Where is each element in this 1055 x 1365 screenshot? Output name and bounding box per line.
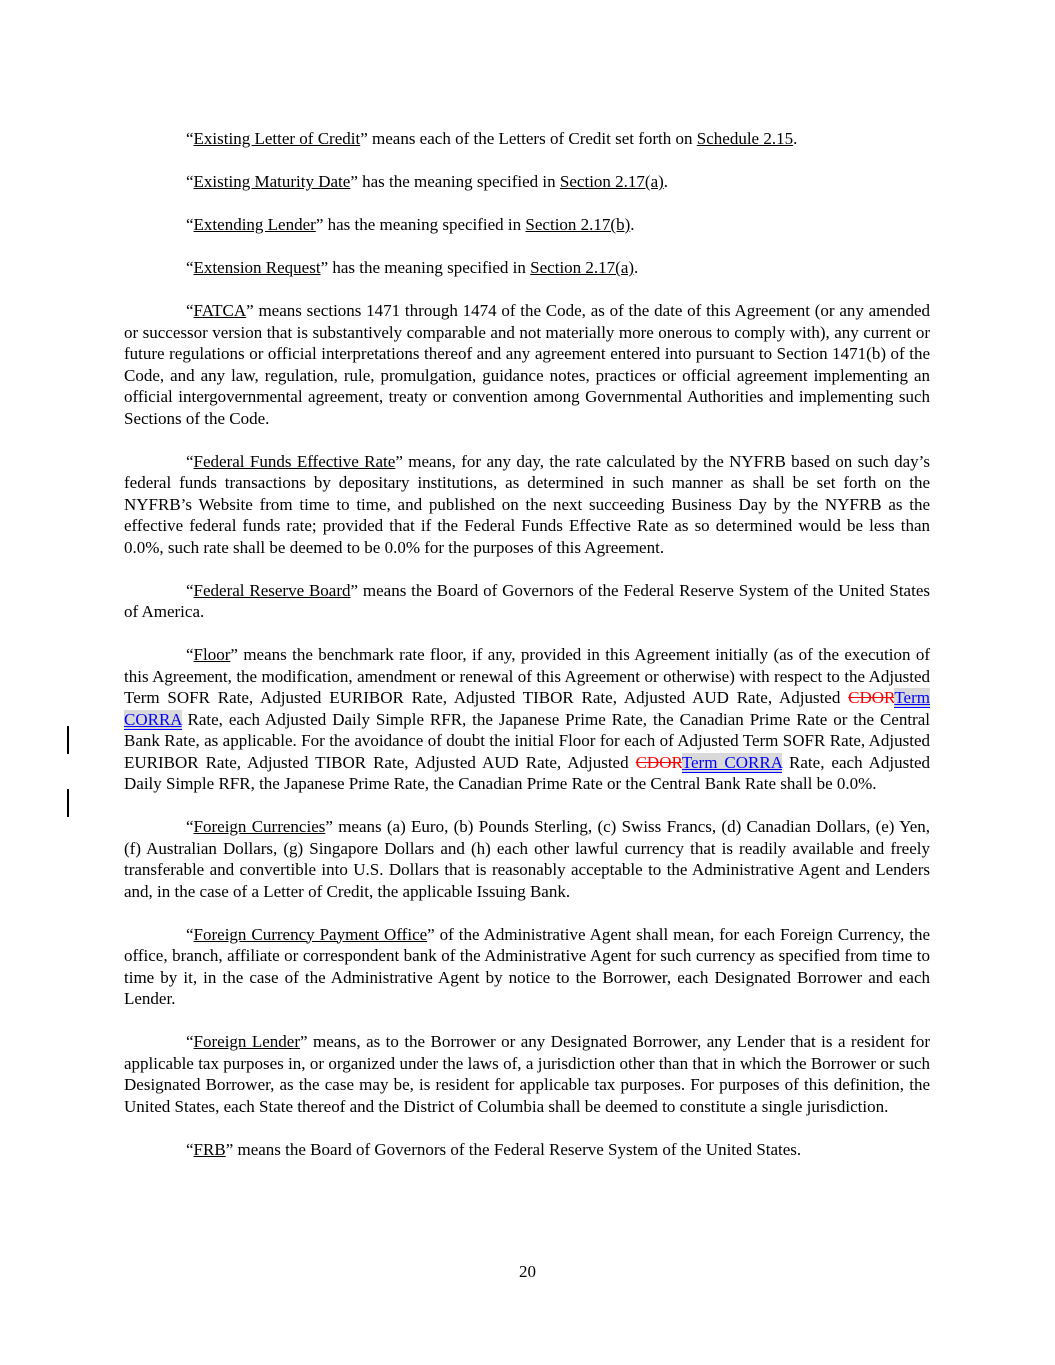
text-run: . [793,129,798,148]
definition-fatca [124,300,930,429]
text-run: Rate, each Adjusted Daily Simple RFR, the Japanese Prime Rate, the Canadian Prime Rate or the Central Bank Rate, as applicable. For the avoidance of doubt the initial Floor for each of Adjusted Term SOFR Rate, Adjusted EURIBOR Rate, Adjusted TIBOR Rate, Adjusted AUD Rate, Adjusted [124,709,930,772]
text-run: ” of the Administrative Agent shall mean, for each Foreign Currency, the office, branch, affiliate or correspondent bank of the Administrative Agent for such currency as specified from time to time by it, in the case of the Administrative Agent by notice to the Borrower, each Designated Borrower and each Lender. [124,924,930,1008]
revision-change-bar [67,726,69,754]
text-run: . [634,258,639,277]
text-run: ” has the meaning specified in [350,172,560,191]
defined-term: Foreign Currencies [193,817,326,836]
text-run: “ [186,215,194,234]
text-run: ” means the benchmark rate floor, if any, provided in this Agreement initially (as of the execution of this Agreement, the modification, amendment or renewal of this Agreement or otherwise) with respect to the Adjusted Term SOFR Rate, Adjusted EURIBOR Rate, Adjusted TIBOR Rate, Adjusted AUD Rate, Adjusted [124,645,930,707]
text-run: “ [186,129,194,148]
definition-floor [124,644,930,795]
text-run: “ [186,924,194,944]
inserted-text: Term CORRA [681,752,783,772]
defined-term: FRB [193,1139,226,1159]
text-run: ” means sections 1471 through 1474 of the Code, as of the date of this Agreement (or any amended or successor version that is substantively comparable and not materially more onerous to comply with), any current or future regulations or official interpretations thereof and any agreement entered into pursuant to Section 1471(b) of the Code, and any law, regulation, rule, promulgation, guidance notes, practices or official agreement implementing an official intergovernmental agreement, treaty or convention among Governmental Authorities and implementing such Sections of the Code. [124,301,930,428]
defined-term: Foreign Currency Payment Office [193,924,428,944]
text-run: ” means, for any day, the rate calculated by the NYFRB based on such day’s federal funds transactions by depositary institutions, as determined in such manner as shall be set forth on the NYFRB’s Website from time to time, and published on the next succeeding Business Day by the NYFRB as the effective federal funds rate; provided that if the Federal Funds Effective Rate as so determined would be less than 0.0%, such rate shall be deemed to be 0.0% for the purposes of this Agreement. [124,451,930,557]
section-reference: Section 2.17(a) [559,172,664,191]
defined-term: Federal Reserve Board [193,580,351,600]
definition-federal-reserve-board [124,580,930,623]
text-run: ” means the Board of Governors of the Federal Reserve System of the United States of America. [124,580,930,621]
revision-change-bar [67,789,69,817]
text-run: “ [186,1032,194,1051]
definition-federal-funds-effective-rate [124,451,930,559]
defined-term: Extending Lender [193,215,316,234]
text-run: “ [186,580,194,600]
defined-term: Existing Letter of Credit [193,129,361,148]
definition-frb [124,1139,930,1161]
defined-term: Floor [193,645,231,664]
definition-foreign-currency-payment-office [124,924,930,1010]
text-run: “ [186,1139,194,1159]
text-run: ” means, as to the Borrower or any Designated Borrower, any Lender that is a resident for applicable tax purposes in, or organized under the laws of, a jurisdiction other than that in which the Borrower or such Designated Borrower, as the case may be, is resident for applicable tax purposes. For purposes of this definition, the United States, each State thereof and the District of Columbia shall be deemed to constitute a single jurisdiction. [124,1032,930,1116]
text-run: “ [186,258,194,277]
deleted-text: CDOR [848,688,895,707]
definition-foreign-currencies [124,816,930,902]
page-number: 20 [519,1262,536,1281]
definition-extension-request [124,257,930,279]
text-run: ” means each of the Letters of Credit set forth on [360,129,697,148]
defined-term: Federal Funds Effective Rate [193,451,396,471]
section-reference: Section 2.17(a) [530,258,635,277]
text-run: “ [186,817,194,836]
text-run: “ [186,451,194,471]
defined-term: FATCA [193,301,247,320]
defined-term: Existing Maturity Date [193,172,351,191]
text-run: ” has the meaning specified in [315,215,526,234]
document-body [124,128,930,1182]
text-run: Rate, each Adjusted Daily Simple RFR, the Japanese Prime Rate, the Canadian Prime Rate or the Central Bank Rate shall be 0.0%. [124,752,930,793]
text-run: “ [186,645,194,664]
text-run: . [630,215,635,234]
definition-extending-lender [124,214,930,236]
defined-term: Extension Request [193,258,321,277]
definition-existing-letter-of-credit [124,128,930,150]
text-run: “ [186,301,194,320]
text-run: “ [186,172,194,191]
text-run: . [663,172,669,191]
text-run: ” means the Board of Governors of the Federal Reserve System of the United States. [225,1139,802,1159]
text-run: ” has the meaning specified in [320,258,531,277]
definition-existing-maturity-date [124,171,930,193]
text-run: ” means (a) Euro, (b) Pounds Sterling, (c) Swiss Francs, (d) Canadian Dollars, (e) Yen, (f) Australian Dollars, (g) Singapore Dollars and (h) each other lawful currency that is readily available and freely transferable and convertible into U.S. Dollars that is reasonably acceptable to the Administrative Agent and Lenders and, in the case of a Letter of Credit, the applicable Issuing Bank. [124,817,930,901]
defined-term: Foreign Lender [193,1032,300,1051]
inserted-text: Term CORRA [124,688,930,729]
schedule-reference: Schedule 2.15 [696,129,794,148]
deleted-text: CDOR [635,752,682,772]
definition-foreign-lender [124,1031,930,1117]
section-reference: Section 2.17(b) [525,215,631,234]
